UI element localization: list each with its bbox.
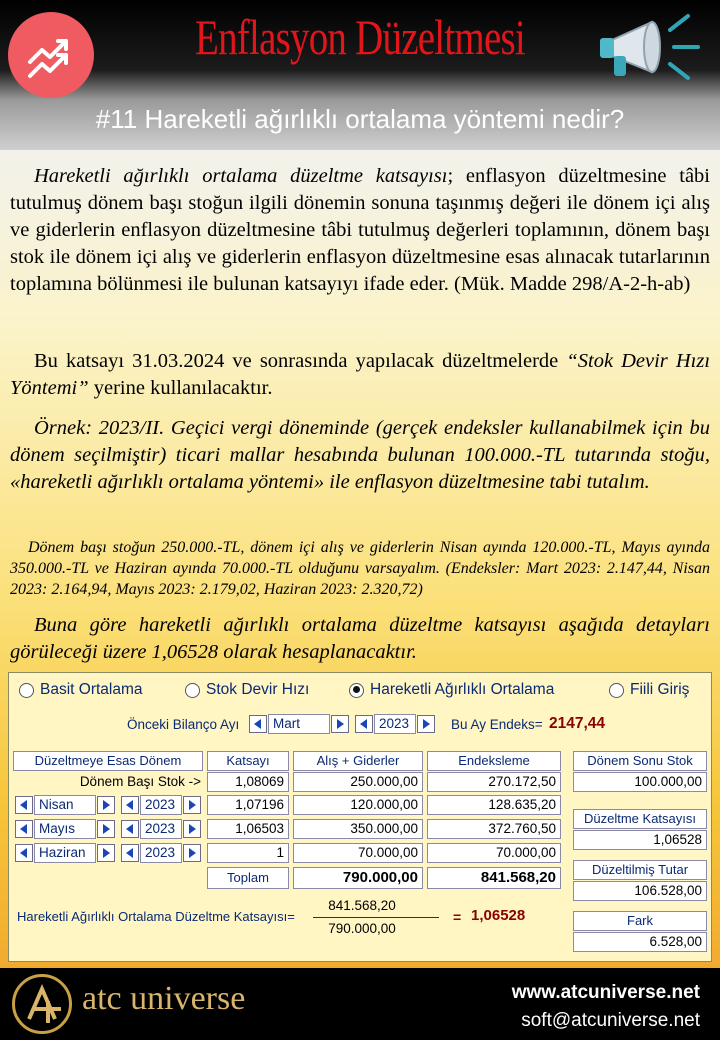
formula-label: Hareketli Ağırlıklı Ortalama Düzeltme Katsayısı= [17, 909, 295, 924]
nisan-month-right-arrow[interactable] [97, 796, 115, 814]
nisan-year-select[interactable]: 2023 [140, 795, 182, 815]
nisan-year-right-arrow[interactable] [183, 796, 201, 814]
prev-year-right-arrow[interactable] [417, 715, 435, 733]
page-title: Enflasyon Düzeltmesi [195, 9, 525, 65]
calculation-panel [8, 672, 712, 962]
question-heading: #11 Hareketli ağırlıklı ortalama yöntemi nedir? [95, 104, 625, 134]
prev-month-right-arrow[interactable] [331, 715, 349, 733]
email-link[interactable]: soft@atcuniverse.net [521, 1010, 700, 1031]
nisan-year-left-arrow[interactable] [121, 796, 139, 814]
haziran-month-right-arrow[interactable] [97, 844, 115, 862]
col-header-indexed: Endeksleme [427, 751, 561, 771]
radio-circle[interactable] [609, 683, 624, 698]
col-header-period: Düzeltmeye Esas Dönem [13, 751, 203, 771]
prev-month-left-arrow[interactable] [249, 715, 267, 733]
col-header-amount: Alış + Giderler [293, 751, 423, 771]
result-text: Buna göre hareketli ağırlıklı ortalama düzeltme katsayısı aşağıda detayları görüleceği üzere 1,06528 olarak hesaplanacaktır. [10, 614, 710, 663]
example-paragraph [10, 415, 710, 496]
usage-text-end: yerine kullanılacaktır. [88, 377, 273, 399]
haziran-year-select[interactable]: 2023 [140, 843, 182, 863]
usage-paragraph [10, 348, 710, 402]
fraction-line [313, 917, 439, 918]
index-label: Bu Ay Endeks= [451, 717, 543, 732]
haziran-month-left-arrow[interactable] [15, 844, 33, 862]
radio-label: Basit Ortalama [40, 681, 143, 698]
brand-name: atc universe [82, 980, 246, 1017]
assumption-paragraph [10, 537, 710, 600]
opening-indexed[interactable]: 270.172,50 [427, 772, 561, 792]
end-stock-value[interactable]: 100.000,00 [573, 772, 707, 792]
example-text: Örnek: 2023/II. Geçici vergi döneminde (gerçek endeksler kullanabilmek için bu dönem seçilmiştir) ticari mallar hesabında bulunan 100.000.-TL tutarında stoğu, «hareketli ağırlıklı ortalama yöntemi» ile enflasyon düzeltmesine tabi tutalım. [10, 417, 710, 493]
website-link[interactable]: www.atcuniverse.net [511, 982, 700, 1003]
radio-basit-ortalama[interactable] [19, 681, 143, 699]
nisan-indexed[interactable]: 128.635,20 [427, 795, 561, 815]
haziran-amount[interactable]: 70.000,00 [293, 843, 423, 863]
radio-stok-devir-hizi[interactable] [185, 681, 309, 699]
nisan-month-select[interactable]: Nisan [34, 795, 96, 815]
atc-logo-icon [12, 974, 72, 1034]
haziran-year-left-arrow[interactable] [121, 844, 139, 862]
radio-label: Hareketli Ağırlıklı Ortalama [370, 681, 555, 698]
radio-circle-selected[interactable] [349, 683, 364, 698]
col-header-coef: Katsayı [207, 751, 289, 771]
prev-month-select[interactable]: Mart [268, 714, 330, 734]
formula-equals: = [453, 909, 462, 925]
adjusted-value[interactable]: 106.528,00 [573, 881, 707, 901]
mayis-year-select[interactable]: 2023 [140, 819, 182, 839]
nisan-coef[interactable]: 1,07196 [207, 795, 289, 815]
formula-numerator: 841.568,20 [328, 898, 396, 913]
adjusted-header: Düzeltilmiş Tutar [573, 860, 707, 880]
end-stock-header: Dönem Sonu Stok [573, 751, 707, 771]
mayis-month-select[interactable]: Mayıs [34, 819, 96, 839]
prev-month-label: Önceki Bilanço Ayı [127, 717, 240, 732]
formula-denominator: 790.000,00 [328, 921, 396, 936]
usage-text-start: Bu katsayı 31.03.2024 ve sonrasında yapılacak düzeltmelerde [34, 350, 567, 372]
prev-year-left-arrow[interactable] [355, 715, 373, 733]
radio-fiili-giris[interactable] [609, 681, 689, 699]
total-indexed[interactable]: 841.568,20 [427, 867, 561, 889]
opening-coef[interactable]: 1,08069 [207, 772, 289, 792]
defined-term: Hareketli ağırlıklı ortalama düzeltme katsayısı [34, 165, 448, 187]
total-label: Toplam [207, 867, 289, 889]
coef-header: Düzeltme Katsayısı [573, 809, 707, 829]
coef-value[interactable]: 1,06528 [573, 830, 707, 850]
mayis-amount[interactable]: 350.000,00 [293, 819, 423, 839]
mayis-indexed[interactable]: 372.760,50 [427, 819, 561, 839]
result-paragraph [10, 612, 710, 666]
haziran-year-right-arrow[interactable] [183, 844, 201, 862]
trend-up-icon [8, 12, 94, 98]
mayis-month-left-arrow[interactable] [15, 820, 33, 838]
definition-paragraph [10, 163, 710, 298]
mayis-year-right-arrow[interactable] [183, 820, 201, 838]
total-amount[interactable]: 790.000,00 [293, 867, 423, 889]
radio-hareketli-agirlikli[interactable] [349, 681, 554, 699]
haziran-indexed[interactable]: 70.000,00 [427, 843, 561, 863]
radio-label: Fiili Giriş [630, 681, 690, 698]
mayis-month-right-arrow[interactable] [97, 820, 115, 838]
megaphone-icon [592, 10, 707, 90]
diff-header: Fark [573, 911, 707, 931]
mayis-coef[interactable]: 1,06503 [207, 819, 289, 839]
diff-value[interactable]: 6.528,00 [573, 932, 707, 952]
opening-stock-label: Dönem Başı Stok -> [79, 774, 201, 789]
mayis-year-left-arrow[interactable] [121, 820, 139, 838]
haziran-month-select[interactable]: Haziran [34, 843, 96, 863]
nisan-month-left-arrow[interactable] [15, 796, 33, 814]
prev-year-select[interactable]: 2023 [374, 714, 416, 734]
definition-text: ; enflasyon düzeltmesine tâbi tutulmuş dönem başı stoğun ilgili dönemin sonuna taşınmış değeri ile dönem içi alış ve giderlerin enflasyon düzeltmesine tâbi tutulmuş değerleri toplamının, dönem başı stok ile dönem içi alış ve giderlerin enflasyon düzeltmesine esas alınacak tutarlarının toplamına bölünmesi ile bulunan katsayıyı ifade eder. (Mük. Madde 298/A-2-h-ab) [10, 165, 710, 295]
formula-result: 1,06528 [471, 907, 526, 924]
radio-circle[interactable] [19, 683, 34, 698]
usage-quote: “Stok Devir Hızı Yöntemi” [10, 350, 711, 399]
haziran-coef[interactable]: 1 [207, 843, 289, 863]
assumption-text: Dönem başı stoğun 250.000.-TL, dönem içi alış ve giderlerin Nisan ayında 120.000.-TL, Mayıs ayında 350.000.-TL ve Haziran ayında 70.000.-TL olduğunu varsayalım. (Endeksler: Mart 2023: 2.147,44, Nisan 2023: 2.164,94, Mayıs 2023: 2.179,02, Haziran 2023: 2.320,72) [10, 539, 710, 598]
opening-amount[interactable]: 250.000,00 [293, 772, 423, 792]
index-value: 2147,44 [549, 715, 606, 732]
radio-label: Stok Devir Hızı [206, 681, 310, 698]
nisan-amount[interactable]: 120.000,00 [293, 795, 423, 815]
radio-circle[interactable] [185, 683, 200, 698]
